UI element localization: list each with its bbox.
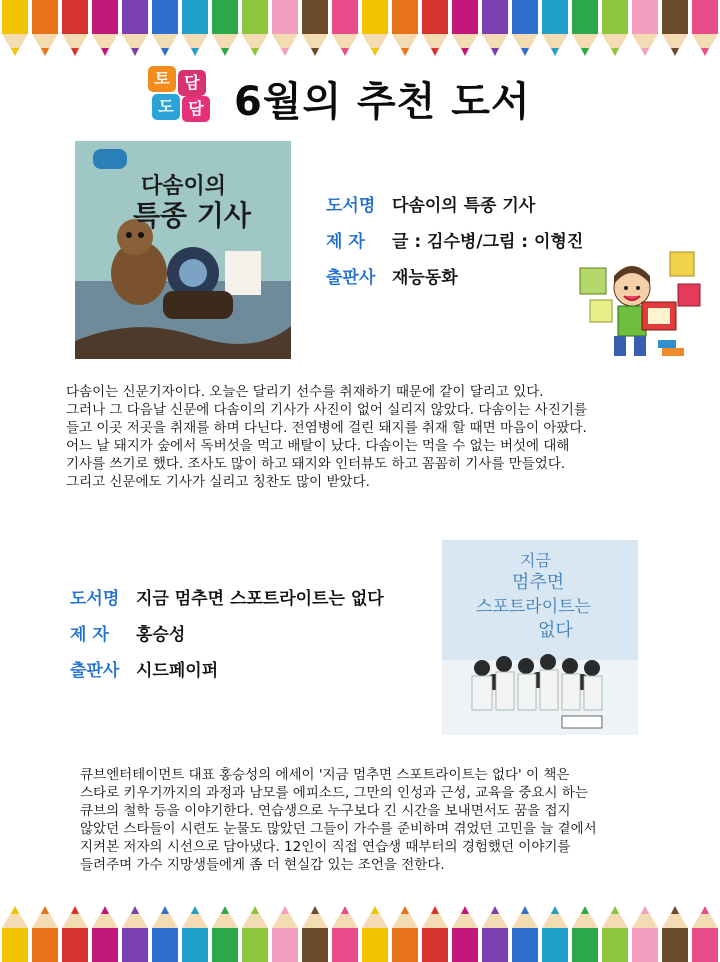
pencil-icon bbox=[242, 906, 268, 962]
pencil-icon bbox=[2, 906, 28, 962]
book2-description-line: 큐브의 철학 등을 이야기한다. 연습생으로 누구보다 긴 시간을 보내면서도 꿈을 접지 bbox=[80, 803, 571, 819]
pencil-icon bbox=[392, 0, 418, 56]
pencil-icon bbox=[452, 906, 478, 962]
pencil-icon bbox=[602, 0, 628, 56]
book2-title-row bbox=[70, 584, 384, 609]
pencil-icon bbox=[182, 0, 208, 56]
book2-description-line: 지켜본 저자의 시선으로 담아냈다. 12인이 직접 연습생 때부터의 경험했던 이야기를 bbox=[80, 839, 571, 855]
pencil-icon bbox=[272, 0, 298, 56]
book2-author-value: 홍승성 bbox=[136, 625, 186, 645]
book1-publisher-value: 재능동화 bbox=[392, 268, 458, 288]
pencil-icon bbox=[362, 906, 388, 962]
bottom-pencil-border bbox=[0, 904, 720, 962]
pencil-icon bbox=[542, 906, 568, 962]
pencil-icon bbox=[542, 0, 568, 56]
pencil-icon bbox=[32, 0, 58, 56]
book1-description-line: 기사를 쓰기로 했다. 조사도 많이 하고 돼지와 인터뷰도 하고 꼼꼼히 기사를 만들었다. bbox=[66, 456, 566, 472]
book1-author-row bbox=[326, 227, 583, 252]
pencil-icon bbox=[662, 0, 688, 56]
book2-title-value: 지금 멈추면 스포트라이트는 없다 bbox=[136, 589, 384, 609]
book2-description-line: 스타로 키우기까지의 과정과 남모를 에피소드, 그만의 인성과 근성, 교육을 중요시 하는 bbox=[80, 785, 588, 801]
pencil-icon bbox=[152, 0, 178, 56]
pencil-icon bbox=[572, 0, 598, 56]
logo-block: 도 bbox=[152, 94, 180, 120]
pencil-icon bbox=[332, 906, 358, 962]
book2-description-line: 들려주며 가수 지망생들에게 좀 더 현실감 있는 조언을 전한다. bbox=[80, 857, 445, 873]
pencil-icon bbox=[182, 906, 208, 962]
pencil-icon bbox=[362, 0, 388, 56]
pencil-icon bbox=[122, 906, 148, 962]
pencil-icon bbox=[92, 906, 118, 962]
pencil-icon bbox=[242, 0, 268, 56]
book1-description-line: 다솜이는 신문기자이다. 오늘은 달리기 선수를 취재하기 때문에 같이 달리고 있다. bbox=[66, 384, 544, 400]
book1-author-label: 제 자 bbox=[326, 232, 365, 252]
book1-cover-image bbox=[75, 141, 291, 359]
page-title: 6월의 추천 도서 bbox=[234, 79, 531, 125]
book2-description-line: 큐브엔터테이먼트 대표 홍승성의 에세이 '지금 멈추면 스포트라이트는 없다' 이 책은 bbox=[80, 767, 570, 783]
pencil-icon bbox=[512, 906, 538, 962]
book1-author-value: 글 : 김수병/그림 : 이형진 bbox=[392, 232, 584, 252]
pencil-icon bbox=[692, 0, 718, 56]
book1-publisher-label: 출판사 bbox=[326, 268, 376, 288]
pencil-icon bbox=[392, 906, 418, 962]
pencil-icon bbox=[452, 0, 478, 56]
logo-block: 담 bbox=[178, 70, 206, 96]
book1-publisher-row bbox=[326, 263, 458, 288]
pencil-icon bbox=[302, 0, 328, 56]
pencil-icon bbox=[572, 906, 598, 962]
book2-cover-title-1: 지금 bbox=[520, 551, 551, 570]
book2-author-row bbox=[70, 620, 185, 645]
pencil-icon bbox=[122, 0, 148, 56]
pencil-icon bbox=[662, 906, 688, 962]
pencil-icon bbox=[62, 906, 88, 962]
book1-title-label: 도서명 bbox=[326, 196, 376, 216]
book1-cover-title-1: 다솜이의 bbox=[141, 174, 227, 199]
pencil-icon bbox=[602, 906, 628, 962]
book2-publisher-row bbox=[70, 656, 218, 681]
book2-info bbox=[70, 584, 430, 694]
pencil-icon bbox=[212, 0, 238, 56]
book2-description bbox=[80, 766, 670, 874]
pencil-icon bbox=[632, 0, 658, 56]
pencil-icon bbox=[272, 906, 298, 962]
pencil-icon bbox=[512, 0, 538, 56]
book1-title-value: 다솜이의 특종 기사 bbox=[392, 196, 536, 216]
pencil-icon bbox=[632, 906, 658, 962]
book1-description-line: 어느 날 돼지가 숲에서 독버섯을 먹고 배탈이 났다. 다솜이는 먹을 수 없는 버섯에 대해 bbox=[66, 438, 570, 454]
book2-title-label: 도서명 bbox=[70, 589, 120, 609]
pencil-icon bbox=[92, 0, 118, 56]
pencil-icon bbox=[212, 906, 238, 962]
pencil-icon bbox=[62, 0, 88, 56]
pencil-icon bbox=[32, 906, 58, 962]
logo-block: 토 bbox=[148, 66, 176, 92]
pencil-icon bbox=[332, 0, 358, 56]
pencil-icon bbox=[422, 0, 448, 56]
pencil-icon bbox=[422, 906, 448, 962]
book1-description bbox=[66, 383, 656, 491]
logo-block: 담 bbox=[182, 96, 210, 122]
book2-author-label: 제 자 bbox=[70, 625, 109, 645]
todam-logo-icon bbox=[148, 66, 216, 122]
book1-description-line: 그리고 신문에도 기사가 실리고 칭찬도 많이 받았다. bbox=[66, 474, 370, 490]
book2-description-line: 않았던 스타들이 시련도 눈물도 많았던 그들이 가수를 준비하며 겪었던 고민을 늘 곁에서 bbox=[80, 821, 597, 837]
book1-cover-title-2: 특종 기사 bbox=[133, 199, 251, 232]
book2-cover-image bbox=[442, 540, 638, 735]
book1-description-line: 그러나 그 다음날 신문에 다솜이의 기사가 사진이 없어 실리지 않았다. 다솜이는 사진기를 bbox=[66, 402, 587, 418]
pencil-icon bbox=[302, 906, 328, 962]
pencil-icon bbox=[482, 906, 508, 962]
book2-cover-title-2: 멈추면 bbox=[512, 572, 565, 593]
book1-title-row bbox=[326, 191, 535, 216]
top-pencil-border bbox=[0, 0, 720, 58]
pencil-icon bbox=[2, 0, 28, 56]
pencil-icon bbox=[692, 906, 718, 962]
book2-cover-title-4: 없다 bbox=[538, 620, 573, 641]
pencil-icon bbox=[482, 0, 508, 56]
book1-description-line: 들고 이곳 저곳을 취재를 하며 다닌다. 전염병에 걸린 돼지를 취재 할 때면 마음이 아팠다. bbox=[66, 420, 587, 436]
book2-publisher-label: 출판사 bbox=[70, 661, 120, 681]
book2-publisher-value: 시드페이퍼 bbox=[136, 661, 219, 681]
pencil-icon bbox=[152, 906, 178, 962]
reading-child-illustration bbox=[578, 250, 706, 362]
book2-cover-title-3: 스포트라이트는 bbox=[476, 597, 591, 617]
